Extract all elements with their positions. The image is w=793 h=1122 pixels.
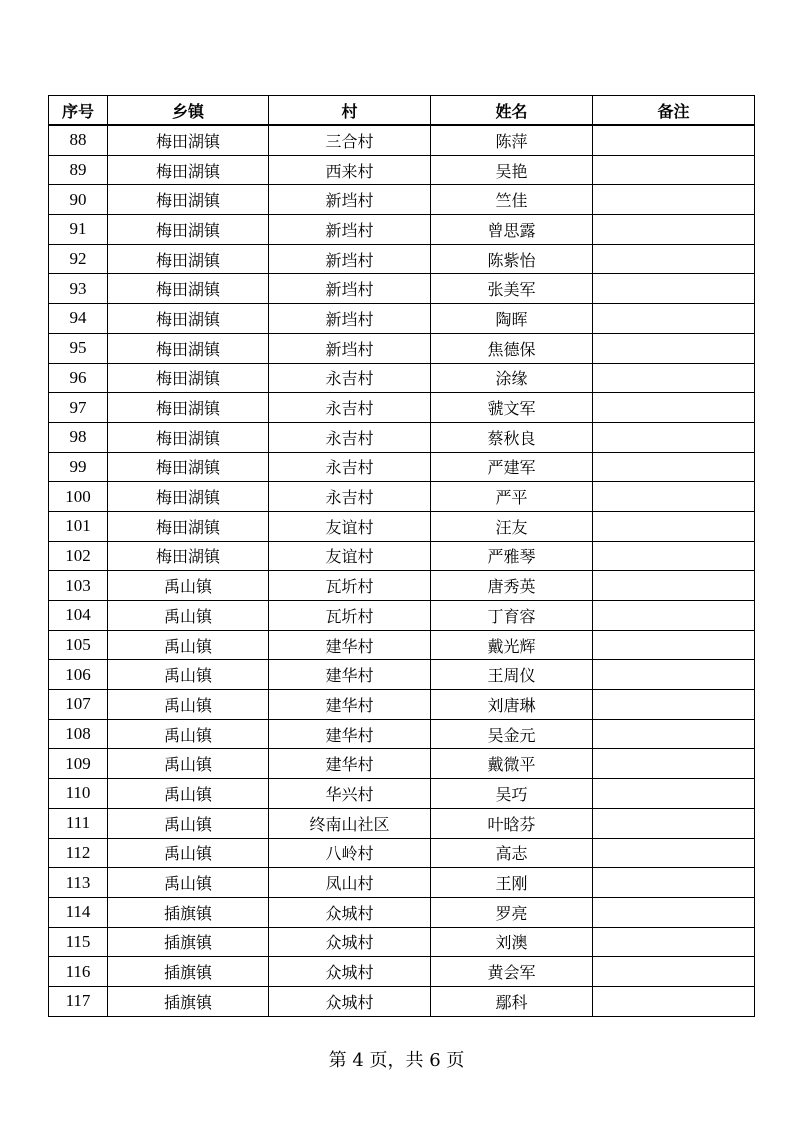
cell-township: 梅田湖镇 <box>108 304 269 334</box>
cell-remarks <box>593 927 755 957</box>
cell-township: 梅田湖镇 <box>108 215 269 245</box>
cell-township: 梅田湖镇 <box>108 244 269 274</box>
cell-name: 蔡秋良 <box>431 422 593 452</box>
cell-village: 众城村 <box>269 957 431 987</box>
cell-village: 华兴村 <box>269 779 431 809</box>
cell-village: 永吉村 <box>269 482 431 512</box>
cell-name: 丁育容 <box>431 601 593 631</box>
cell-village: 众城村 <box>269 927 431 957</box>
cell-township: 梅田湖镇 <box>108 363 269 393</box>
cell-index: 113 <box>49 868 108 898</box>
cell-name: 刘唐琳 <box>431 690 593 720</box>
cell-index: 98 <box>49 422 108 452</box>
cell-remarks <box>593 393 755 423</box>
table-row <box>49 808 755 838</box>
table-row <box>49 452 755 482</box>
table-row <box>49 304 755 334</box>
cell-index: 106 <box>49 660 108 690</box>
cell-name: 吴金元 <box>431 719 593 749</box>
cell-township: 禹山镇 <box>108 749 269 779</box>
cell-village: 友谊村 <box>269 511 431 541</box>
cell-township: 梅田湖镇 <box>108 422 269 452</box>
table-row <box>49 838 755 868</box>
table-row <box>49 393 755 423</box>
cell-village: 八岭村 <box>269 838 431 868</box>
cell-remarks <box>593 868 755 898</box>
cell-index: 90 <box>49 185 108 215</box>
cell-township: 禹山镇 <box>108 868 269 898</box>
cell-township: 梅田湖镇 <box>108 185 269 215</box>
cell-index: 107 <box>49 690 108 720</box>
header-row <box>49 96 755 126</box>
cell-remarks <box>593 690 755 720</box>
cell-village: 终南山社区 <box>269 808 431 838</box>
table-row <box>49 749 755 779</box>
cell-village: 三合村 <box>269 125 431 155</box>
cell-name: 竺佳 <box>431 185 593 215</box>
cell-remarks <box>593 511 755 541</box>
cell-remarks <box>593 957 755 987</box>
table-row <box>49 274 755 304</box>
cell-name: 陶晖 <box>431 304 593 334</box>
cell-village: 众城村 <box>269 986 431 1016</box>
cell-township: 禹山镇 <box>108 630 269 660</box>
cell-township: 禹山镇 <box>108 779 269 809</box>
cell-name: 张美军 <box>431 274 593 304</box>
cell-name: 焦德保 <box>431 333 593 363</box>
cell-name: 吴巧 <box>431 779 593 809</box>
cell-village: 西来村 <box>269 155 431 185</box>
table-body <box>49 125 755 1016</box>
cell-name: 汪友 <box>431 511 593 541</box>
cell-township: 梅田湖镇 <box>108 274 269 304</box>
cell-index: 100 <box>49 482 108 512</box>
cell-township: 插旗镇 <box>108 897 269 927</box>
cell-village: 新垱村 <box>269 244 431 274</box>
cell-index: 116 <box>49 957 108 987</box>
cell-remarks <box>593 749 755 779</box>
cell-name: 陈紫怡 <box>431 244 593 274</box>
cell-index: 99 <box>49 452 108 482</box>
cell-index: 96 <box>49 363 108 393</box>
cell-village: 新垱村 <box>269 304 431 334</box>
cell-remarks <box>593 304 755 334</box>
table-row <box>49 690 755 720</box>
page-footer: 第 4 页，共 6 页 <box>328 1050 465 1071</box>
cell-township: 禹山镇 <box>108 571 269 601</box>
cell-name: 严雅琴 <box>431 541 593 571</box>
cell-remarks <box>593 452 755 482</box>
cell-village: 永吉村 <box>269 393 431 423</box>
header-village: 村 <box>269 96 431 126</box>
cell-township: 梅田湖镇 <box>108 541 269 571</box>
cell-township: 禹山镇 <box>108 601 269 631</box>
cell-index: 112 <box>49 838 108 868</box>
cell-index: 88 <box>49 125 108 155</box>
cell-name: 严平 <box>431 482 593 512</box>
cell-remarks <box>593 155 755 185</box>
cell-remarks <box>593 185 755 215</box>
cell-township: 梅田湖镇 <box>108 333 269 363</box>
cell-name: 黄会军 <box>431 957 593 987</box>
table-row <box>49 779 755 809</box>
table-row <box>49 719 755 749</box>
cell-index: 102 <box>49 541 108 571</box>
cell-township: 禹山镇 <box>108 660 269 690</box>
cell-name: 吴艳 <box>431 155 593 185</box>
table-row <box>49 986 755 1016</box>
table-row <box>49 244 755 274</box>
table-row <box>49 333 755 363</box>
cell-remarks <box>593 571 755 601</box>
cell-name: 王刚 <box>431 868 593 898</box>
cell-township: 插旗镇 <box>108 957 269 987</box>
cell-village: 永吉村 <box>269 363 431 393</box>
cell-remarks <box>593 808 755 838</box>
table-row <box>49 927 755 957</box>
cell-village: 新垱村 <box>269 185 431 215</box>
cell-township: 梅田湖镇 <box>108 511 269 541</box>
cell-village: 新垱村 <box>269 274 431 304</box>
cell-township: 禹山镇 <box>108 719 269 749</box>
table-row <box>49 541 755 571</box>
cell-name: 涂缘 <box>431 363 593 393</box>
cell-index: 89 <box>49 155 108 185</box>
table-row <box>49 868 755 898</box>
table-row <box>49 155 755 185</box>
cell-village: 新垱村 <box>269 333 431 363</box>
cell-index: 101 <box>49 511 108 541</box>
cell-remarks <box>593 482 755 512</box>
cell-township: 梅田湖镇 <box>108 482 269 512</box>
cell-name: 王周仪 <box>431 660 593 690</box>
cell-remarks <box>593 422 755 452</box>
cell-township: 梅田湖镇 <box>108 452 269 482</box>
cell-remarks <box>593 274 755 304</box>
table-row <box>49 125 755 155</box>
cell-index: 115 <box>49 927 108 957</box>
table-row <box>49 571 755 601</box>
table-row <box>49 482 755 512</box>
cell-remarks <box>593 363 755 393</box>
cell-remarks <box>593 660 755 690</box>
cell-village: 建华村 <box>269 690 431 720</box>
cell-township: 禹山镇 <box>108 808 269 838</box>
cell-village: 瓦圻村 <box>269 571 431 601</box>
cell-village: 建华村 <box>269 749 431 779</box>
cell-village: 众城村 <box>269 897 431 927</box>
cell-village: 凤山村 <box>269 868 431 898</box>
table-row <box>49 660 755 690</box>
cell-township: 梅田湖镇 <box>108 125 269 155</box>
cell-index: 108 <box>49 719 108 749</box>
cell-name: 唐秀英 <box>431 571 593 601</box>
header-index: 序号 <box>49 96 108 126</box>
cell-township: 梅田湖镇 <box>108 393 269 423</box>
table-row <box>49 511 755 541</box>
cell-name: 叶晗芬 <box>431 808 593 838</box>
header-remarks: 备注 <box>593 96 755 126</box>
table-row <box>49 957 755 987</box>
cell-name: 严建军 <box>431 452 593 482</box>
cell-village: 新垱村 <box>269 215 431 245</box>
table-row <box>49 363 755 393</box>
cell-remarks <box>593 333 755 363</box>
cell-index: 94 <box>49 304 108 334</box>
cell-index: 114 <box>49 897 108 927</box>
cell-name: 鄢科 <box>431 986 593 1016</box>
cell-index: 93 <box>49 274 108 304</box>
table-row <box>49 422 755 452</box>
cell-remarks <box>593 719 755 749</box>
cell-remarks <box>593 897 755 927</box>
cell-village: 永吉村 <box>269 452 431 482</box>
cell-remarks <box>593 601 755 631</box>
cell-name: 戴微平 <box>431 749 593 779</box>
cell-index: 104 <box>49 601 108 631</box>
cell-township: 梅田湖镇 <box>108 155 269 185</box>
cell-index: 95 <box>49 333 108 363</box>
cell-village: 永吉村 <box>269 422 431 452</box>
cell-index: 92 <box>49 244 108 274</box>
cell-name: 陈萍 <box>431 125 593 155</box>
cell-township: 插旗镇 <box>108 986 269 1016</box>
cell-index: 117 <box>49 986 108 1016</box>
cell-index: 109 <box>49 749 108 779</box>
cell-village: 建华村 <box>269 719 431 749</box>
cell-village: 友谊村 <box>269 541 431 571</box>
cell-name: 虢文军 <box>431 393 593 423</box>
cell-index: 97 <box>49 393 108 423</box>
cell-name: 戴光辉 <box>431 630 593 660</box>
cell-name: 罗亮 <box>431 897 593 927</box>
header-name: 姓名 <box>431 96 593 126</box>
roster-table <box>48 95 755 1017</box>
table-row <box>49 185 755 215</box>
cell-village: 建华村 <box>269 630 431 660</box>
cell-index: 103 <box>49 571 108 601</box>
cell-index: 111 <box>49 808 108 838</box>
table-row <box>49 215 755 245</box>
cell-village: 瓦圻村 <box>269 601 431 631</box>
table-row <box>49 630 755 660</box>
cell-remarks <box>593 838 755 868</box>
cell-index: 110 <box>49 779 108 809</box>
cell-name: 高志 <box>431 838 593 868</box>
cell-remarks <box>593 779 755 809</box>
cell-remarks <box>593 244 755 274</box>
cell-remarks <box>593 630 755 660</box>
cell-remarks <box>593 125 755 155</box>
cell-remarks <box>593 215 755 245</box>
cell-name: 曾思露 <box>431 215 593 245</box>
cell-township: 插旗镇 <box>108 927 269 957</box>
cell-index: 105 <box>49 630 108 660</box>
cell-village: 建华村 <box>269 660 431 690</box>
cell-index: 91 <box>49 215 108 245</box>
header-township: 乡镇 <box>108 96 269 126</box>
cell-township: 禹山镇 <box>108 690 269 720</box>
cell-name: 刘澳 <box>431 927 593 957</box>
cell-township: 禹山镇 <box>108 838 269 868</box>
table-row <box>49 601 755 631</box>
table-row <box>49 897 755 927</box>
cell-remarks <box>593 541 755 571</box>
cell-remarks <box>593 986 755 1016</box>
